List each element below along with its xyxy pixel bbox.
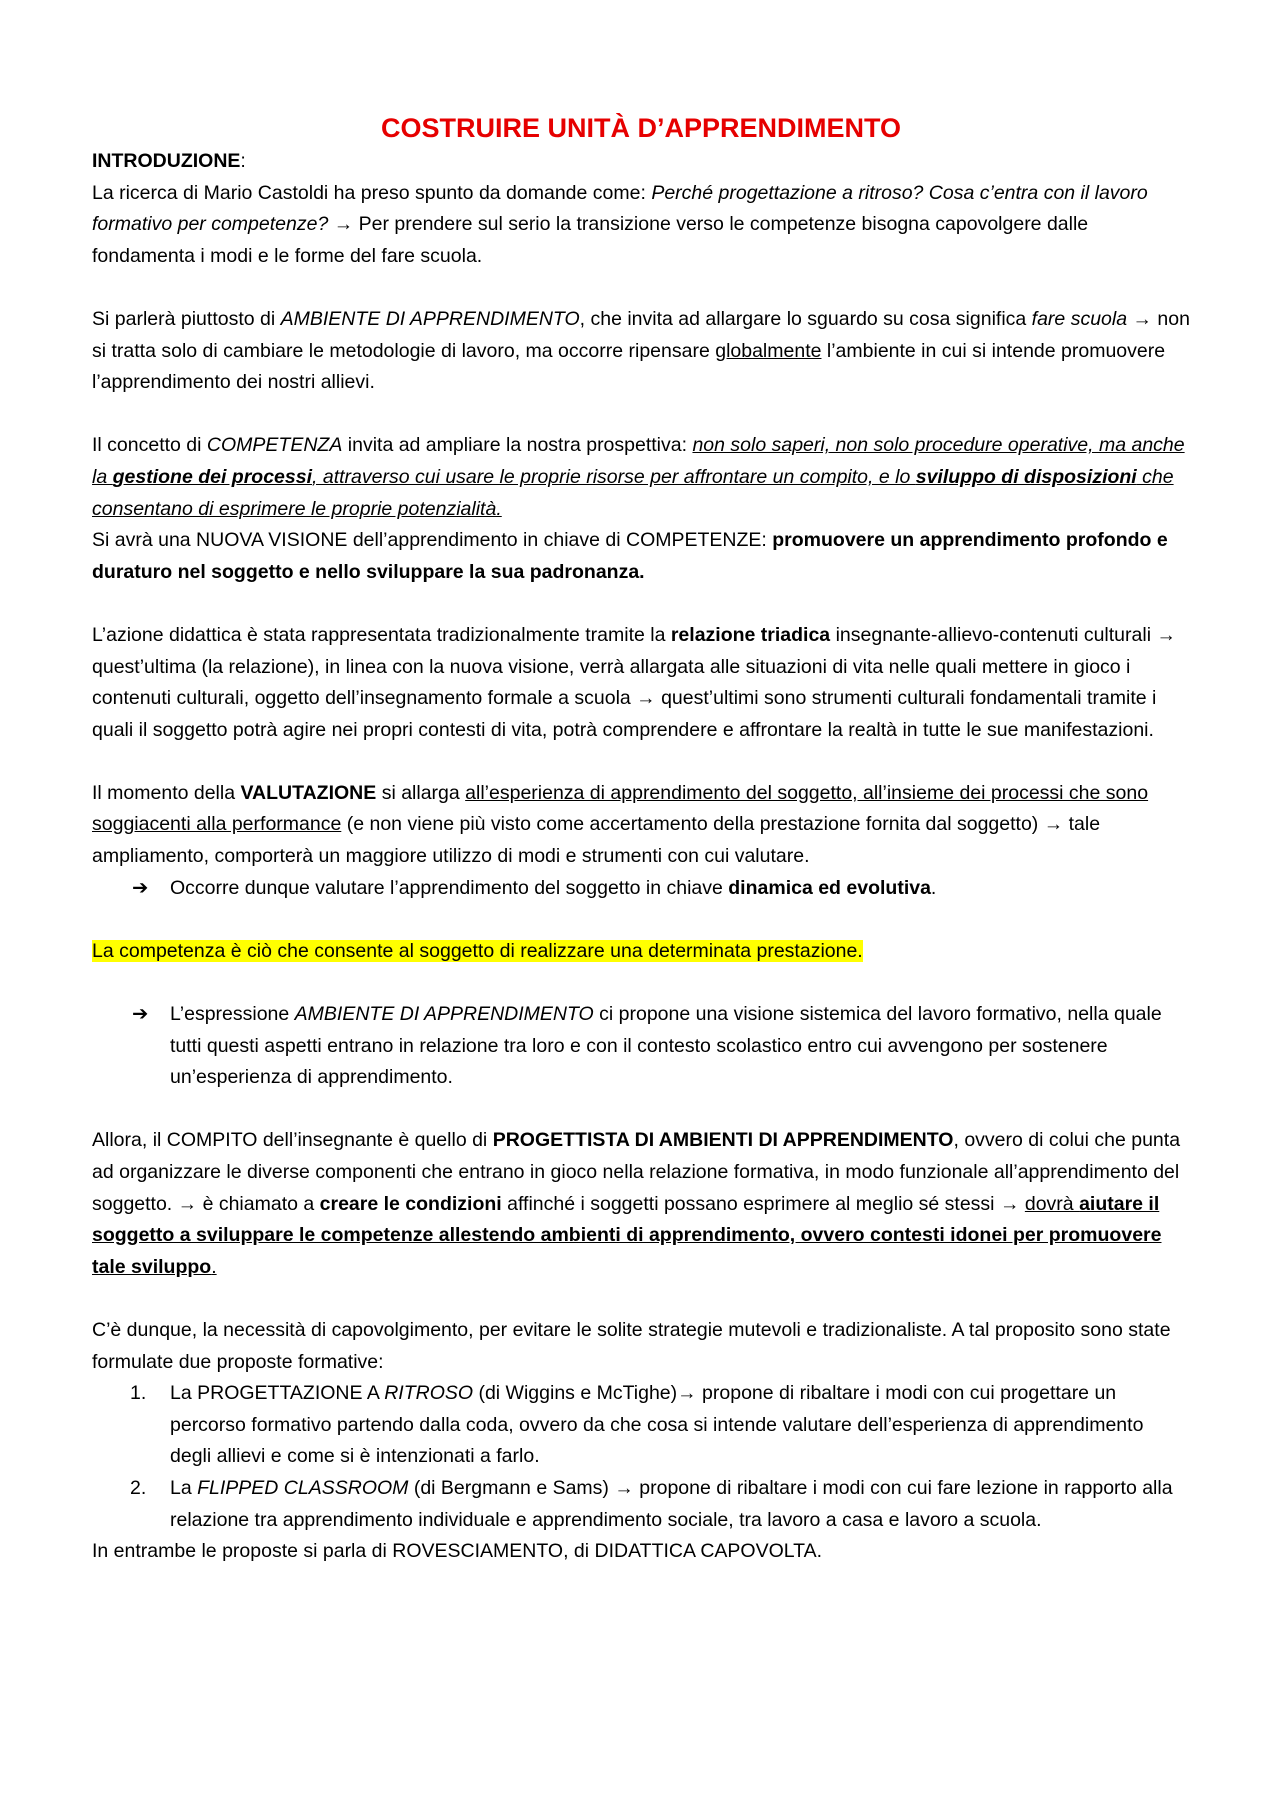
list-item: ➔ L’espressione AMBIENTE DI APPRENDIMENTO ci propone una visione sistemica del lavoro formativo, nella quale tutti questi aspetti entrano in relazione tra loro e con il contesto scolastico entro cui avvengono per sostenere un’esperienza di apprendimento. [92,999,1190,1094]
paragraph-competenza: Il concetto di COMPETENZA invita ad ampliare la nostra prospettiva: non solo saperi, non solo procedure operative, ma anche la gestione dei processi, attraverso cui usare le proprie risorse per affrontare un compito, e lo sviluppo di disposizioni che consentano di esprimere le proprie potenzialità. [92,434,1185,520]
highlighted-definition: La competenza è ciò che consente al soggetto di realizzare una determinata prestazione. [92,939,863,962]
paragraph-nuova-visione: Si avrà una NUOVA VISIONE dell’apprendimento in chiave di COMPETENZE: promuovere un apprendimento profondo e duraturo nel soggetto e nello sviluppare la sua padronanza. [92,529,1168,583]
paragraph-ambiente: Si parlerà piuttosto di AMBIENTE DI APPRENDIMENTO, che invita ad allargare lo sguardo su cosa significa fare scuola → non si tratta solo di cambiare le metodologie di lavoro, ma occorre ripensare globalmente l’ambiente in cui si intende promuovere l’apprendimento dei nostri allievi. [92,307,1190,394]
bullet-list [92,873,1190,905]
arrow-icon: → [333,213,354,236]
intro-paragraph: La ricerca di Mario Castoldi ha preso spunto da domande come: Perché progettazione a ritroso? Cosa c’entra con il lavoro formativo per competenze? → Per prendere sul serio la transizione verso le competenze bisogna capovolgere dalle fondamenta i modi e le forme del fare scuola. [92,181,1148,267]
numbered-list [92,1378,1190,1536]
document-title: COSTRUIRE UNITÀ D’APPRENDIMENTO [380,113,902,143]
arrow-icon: → [636,687,656,710]
paragraph-compito: Allora, il COMPITO dell’insegnante è quello di PROGETTISTA DI AMBIENTI DI APPRENDIMENTO, ovvero di colui che punta ad organizzare le diverse componenti che entrano in gioco nella relazione formativa, in modo funzionale all’apprendimento del soggetto. → è chiamato a creare le condizioni affinché i soggetti possano esprimere al meglio sé stessi → dovrà aiutare il soggetto a sviluppare le competenze allestendo ambienti di apprendimento, ovvero contesti idonei per promuovere tale sviluppo. [92,1129,1181,1278]
arrow-bullet-icon: ➔ [132,1003,149,1026]
arrow-icon: → [1156,623,1176,646]
arrow-icon: → [177,1192,198,1215]
paragraph-capovolgimento: C’è dunque, la necessità di capovolgimento, per evitare le solite strategie mutevoli e tradizionaliste. A tal proposito sono state formulate due proposte formative: [92,1318,1171,1373]
paragraph-conclusione: In entrambe le proposte si parla di ROVESCIAMENTO, di DIDATTICA CAPOVOLTA. [92,1540,823,1563]
paragraph-valutazione: Il momento della VALUTAZIONE si allarga all’esperienza di apprendimento del soggetto, all’insieme dei processi che sono soggiacenti alla performance (e non viene più visto come accertamento della prestazione fornita dal soggetto) → tale ampliamento, comporterà un maggiore utilizzo di modi e strumenti con cui valutare. [92,781,1149,868]
list-item: 1. La PROGETTAZIONE A RITROSO (di Wiggins e McTighe)→ propone di ribaltare i modi con cui progettare un percorso formativo partendo dalla coda, ovvero da che cosa si intende valutare dell’esperienza di apprendimento degli allievi e come si è intenzionati a farlo. [130,1382,1144,1468]
list-item: ➔ Occorre dunque valutare l’apprendimento del soggetto in chiave dinamica ed evolutiva. [92,873,1190,905]
bullet-list [92,999,1190,1094]
arrow-bullet-icon: ➔ [132,876,149,899]
intro-heading: INTRODUZIONE: [92,150,246,172]
document-page [92,108,1190,1568]
list-item: 2. La FLIPPED CLASSROOM (di Bergmann e Sams) → propone di ribaltare i modi con cui fare lezione in rapporto alla relazione tra apprendimento individuale e apprendimento sociale, tra lavoro a casa e lavoro a scuola. [130,1476,1173,1531]
arrow-icon: → [999,1192,1020,1215]
arrow-icon: → [1043,813,1064,836]
arrow-icon: → [614,1476,634,1499]
arrow-icon: → [1132,307,1152,330]
paragraph-azione-didattica: L’azione didattica è stata rappresentata tradizionalmente tramite la relazione triadica insegnante-allievo-contenuti culturali → quest’ultima (la relazione), in linea con la nuova visione, verrà allargata alle situazioni di vita nelle quali mettere in gioco i contenuti culturali, oggetto dell’insegnamento formale a scuola → quest’ultimi sono strumenti culturali fondamentali tramite i quali il soggetto potrà agire nei propri contesti di vita, potrà comprendere e affrontare la realtà in tutte le sue manifestazioni. [92,623,1176,741]
arrow-icon: → [677,1382,697,1405]
